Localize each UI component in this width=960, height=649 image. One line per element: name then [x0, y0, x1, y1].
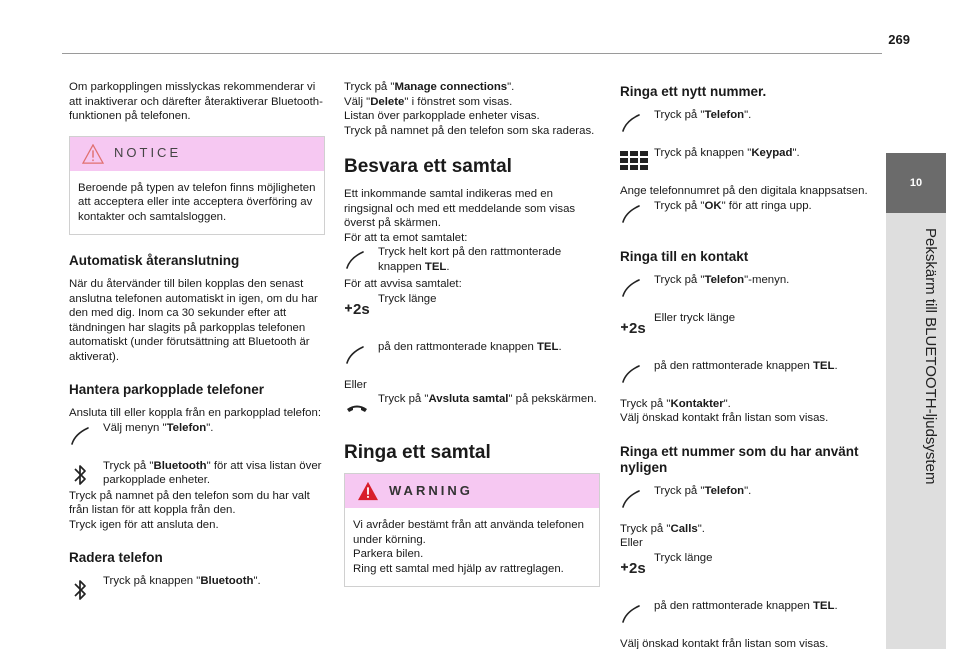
notice-label: NOTICE: [114, 145, 182, 161]
step-text: Eller tryck länge: [654, 311, 736, 324]
intro-text: Om parkopplingen misslyckas rekommenderar vi att inaktiverar och därefter återaktiverar Bluetooth-funktionen på telefonen.: [69, 81, 323, 122]
bluetooth-icon: [69, 578, 91, 602]
step-bold: TEL: [812, 359, 835, 372]
step-bold: Telefon: [704, 109, 745, 121]
step-bold: Telefon: [704, 484, 745, 497]
step-text: Tryck på knappen ": [103, 575, 201, 587]
long-press-2s-icon: [620, 555, 652, 579]
step-text: på den rattmonterade knappen: [654, 599, 813, 612]
contact-heading: Ringa till en kontakt: [620, 248, 749, 264]
top-rule: [62, 53, 882, 54]
step-bold: Bluetooth: [153, 459, 207, 472]
column-3: [620, 80, 876, 649]
long-press-2s-icon: [344, 296, 376, 320]
accept-label: För att ta emot samtalet:: [344, 231, 468, 244]
manage-step-1: [69, 421, 325, 451]
bold-text: Kontakter: [670, 397, 724, 410]
step-bold: OK: [704, 199, 722, 212]
text: Välj ": [344, 95, 371, 108]
step-text: Tryck på ": [654, 109, 705, 121]
recent-after-1: [620, 522, 876, 537]
warning-body: [345, 508, 599, 586]
manage-conn-line: [344, 80, 600, 95]
finger-tap-icon: [69, 425, 91, 447]
remove-heading: Radera telefon: [69, 550, 163, 565]
text: Tryck på ": [344, 81, 395, 93]
finger-tap-icon: [344, 249, 366, 271]
contact-step-3: [620, 359, 876, 389]
step-text: på den rattmonterade knappen: [378, 340, 537, 353]
new-step-3: [620, 199, 876, 229]
step-text: Välj menyn ": [103, 421, 167, 434]
manage-step-2: [69, 459, 325, 489]
auto-heading: Automatisk återanslutning: [69, 253, 240, 268]
finger-tap-icon: [620, 203, 642, 225]
reject-step-2: [344, 340, 600, 370]
call-heading: Ringa ett samtal: [344, 442, 491, 463]
text: Tryck på ": [620, 522, 671, 535]
long-press-2s-icon: [620, 315, 652, 339]
step-text: Tryck helt kort på den rattmonterade knappen: [378, 246, 562, 273]
column-1: [69, 80, 325, 612]
recent-heading: Ringa ett nummer som du har använt nyligen: [620, 443, 859, 475]
end-call-step: [344, 392, 600, 422]
step-bold: Telefon: [166, 421, 207, 434]
finger-tap-icon: [344, 344, 366, 366]
step-text: Tryck på ": [103, 459, 154, 472]
manage-text: Ansluta till eller koppla från en parkopplad telefon:: [69, 407, 322, 419]
step-text: .: [446, 260, 450, 273]
answer-heading: Besvara ett samtal: [344, 156, 512, 177]
step-text: .: [558, 340, 562, 353]
notice-text: Beroende på typen av telefon finns möjligheten att acceptera eller inte acceptera överföring av kontakter och samtalsloggen.: [78, 181, 316, 223]
svg-text:2s: 2s: [629, 559, 646, 577]
recent-after-2: Välj önskad kontakt från listan som visas.: [620, 637, 829, 649]
or-label: Eller: [344, 378, 367, 391]
step-text: .: [834, 599, 838, 612]
bold-text: Calls: [670, 522, 698, 535]
name-line: Tryck på namnet på den telefon som ska raderas.: [344, 124, 595, 137]
manage-after-2: Tryck igen för att ansluta den.: [69, 518, 219, 531]
bluetooth-icon: [69, 463, 91, 487]
text: ".: [507, 81, 515, 93]
end-call-icon: [344, 396, 370, 418]
new-number-heading: Ringa ett nytt nummer.: [620, 84, 767, 99]
step-text: ".: [253, 575, 261, 587]
text: " i fönstret som visas.: [404, 95, 513, 108]
svg-text:2s: 2s: [353, 300, 370, 318]
warning-triangle-icon: [82, 144, 104, 164]
svg-text:2s: 2s: [629, 319, 646, 337]
new-text: Ange telefonnumret på den digitala knappsatsen.: [620, 185, 868, 197]
warning-triangle-icon: [357, 481, 379, 501]
text: ".: [723, 397, 731, 410]
keypad-icon: [620, 150, 648, 172]
recent-step-2: [620, 551, 876, 591]
warning-label: WARNING: [389, 482, 473, 498]
notice-header: [70, 137, 324, 171]
reject-step-1: [344, 292, 600, 332]
step-text: Tryck länge: [654, 551, 713, 564]
notice-box: [69, 136, 325, 236]
step-text: Tryck på knappen ": [654, 147, 752, 159]
finger-tap-icon: [620, 112, 642, 134]
delete-line: [344, 95, 600, 110]
step-bold: TEL: [536, 340, 559, 353]
step-text: Tryck på ": [654, 199, 705, 212]
step-text: Tryck på ": [654, 273, 705, 286]
finger-tap-icon: [620, 603, 642, 625]
step-bold: Avsluta samtal: [428, 393, 509, 405]
bold-text: Manage connections: [394, 81, 508, 93]
recent-step-3: [620, 599, 876, 629]
contact-step-1: [620, 273, 876, 303]
step-text: ".: [744, 484, 752, 497]
step-bold: TEL: [812, 599, 835, 612]
step-bold: Bluetooth: [200, 575, 254, 587]
step-text: "-menyn.: [744, 273, 790, 286]
finger-tap-icon: [620, 488, 642, 510]
step-text: ".: [206, 421, 214, 434]
reject-label: För att avvisa samtalet:: [344, 278, 462, 290]
step-text: .: [834, 359, 838, 372]
manage-after-1: Tryck på namnet på den telefon som du har valt från listan för att koppla från den.: [69, 489, 310, 516]
list-line: Listan över parkopplade enheter visas.: [344, 110, 540, 122]
step-bold: TEL: [424, 260, 447, 273]
step-text: " på pekskärmen.: [508, 393, 597, 405]
warning-line-3: Ring ett samtal med hjälp av rattreglagen.: [353, 562, 564, 575]
finger-tap-icon: [620, 277, 642, 299]
step-text: ".: [744, 109, 752, 121]
warning-header: [345, 474, 599, 508]
auto-text: När du återvänder till bilen kopplas den senast anslutna telefonen automatiskt in igen, om du har den med dig. Inom ca 30 sekunder efter att tändningen har slagits på parkopplas telefonen automatiskt (under förutsättning att Bluetooth är aktiverat).: [69, 278, 318, 363]
step-text: " för att ringa upp.: [721, 199, 812, 212]
step-text: på den rattmonterade knappen: [654, 359, 813, 372]
text: Tryck på ": [620, 397, 671, 410]
contact-after-2: Välj önskad kontakt från listan som visas.: [620, 412, 829, 424]
recent-step-1: [620, 484, 876, 514]
step-text: Tryck länge: [378, 292, 437, 305]
chapter-title: Pekskärm till BLUETOOTH-ljudsystem: [922, 228, 939, 485]
step-bold: Telefon: [704, 273, 745, 286]
warning-line-1: Vi avråder bestämt från att använda telefonen under körning.: [353, 519, 584, 546]
accept-step: [344, 245, 600, 275]
finger-tap-icon: [620, 363, 642, 385]
text: ".: [697, 522, 705, 535]
manage-heading: Hantera parkopplade telefoner: [69, 382, 265, 397]
chapter-tab-number: 10: [886, 153, 946, 213]
contact-step-2: [620, 311, 876, 351]
new-step-2: [620, 146, 876, 176]
step-text: Tryck på ": [378, 393, 429, 405]
column-2: [344, 80, 600, 587]
new-step-1: [620, 108, 876, 138]
step-text: Tryck på ": [654, 484, 705, 497]
answer-text: Ett inkommande samtal indikeras med en ringsignal och med ett meddelande som visas överst på skärmen.: [344, 188, 576, 229]
step-text: " för att visa listan över parkopplade enheter.: [103, 459, 322, 486]
recent-or: Eller: [620, 537, 643, 549]
remove-step: [69, 574, 325, 604]
bold-text: Delete: [370, 95, 405, 108]
contact-after-1: [620, 397, 876, 412]
warning-box: [344, 473, 600, 587]
warning-line-2: Parkera bilen.: [353, 548, 424, 560]
step-bold: Keypad: [751, 147, 793, 159]
page-number: 269: [888, 32, 910, 47]
step-text: ".: [792, 147, 800, 159]
